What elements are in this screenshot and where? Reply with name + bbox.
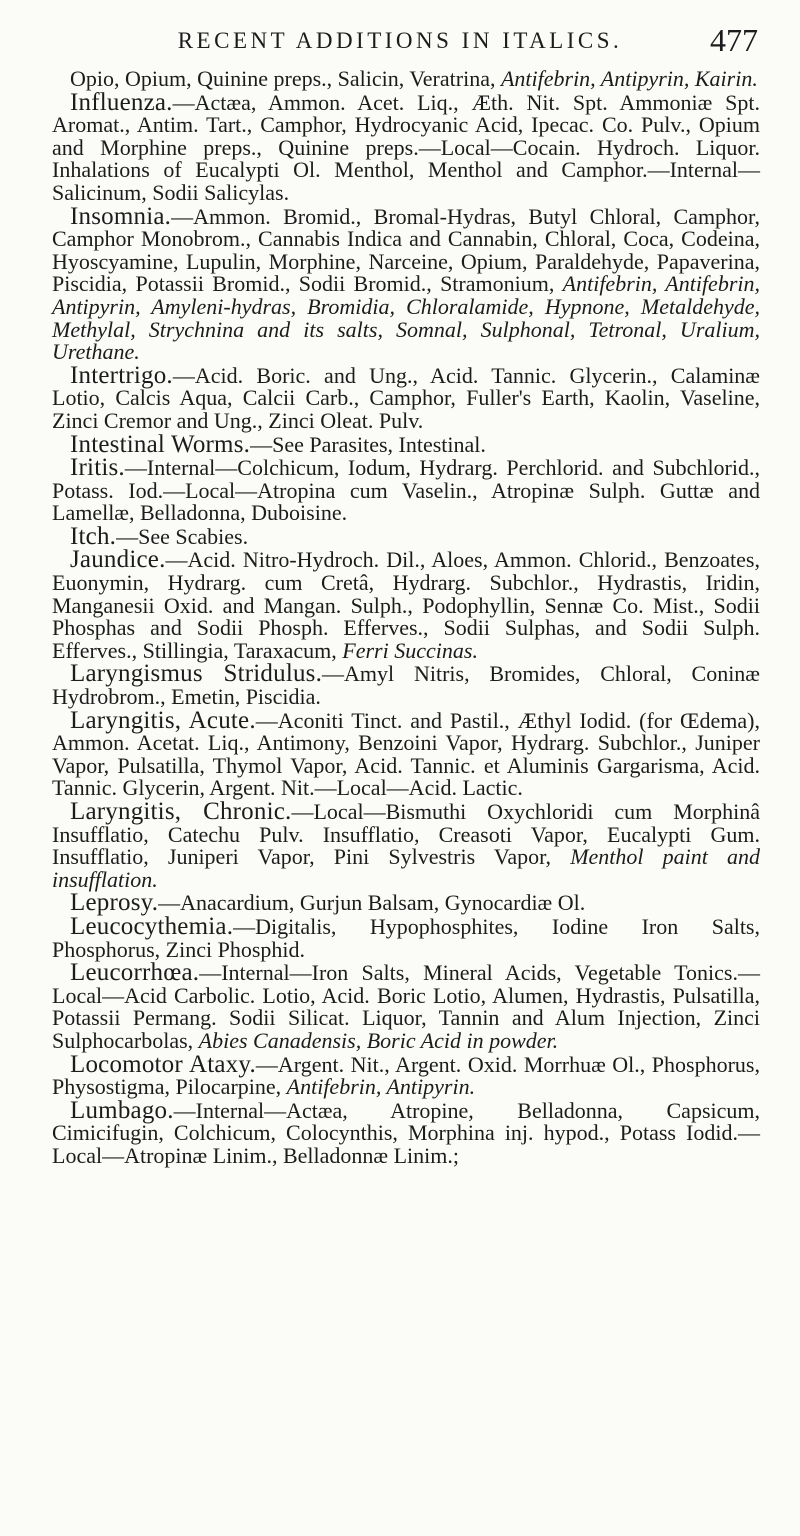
index-entry [52, 202, 760, 365]
index-entry [52, 706, 760, 801]
page-number: 477 [710, 22, 758, 58]
entry-keyword: Jaundice. [70, 546, 166, 574]
index-entry [52, 889, 760, 917]
index-entry [52, 88, 760, 205]
entry-keyword: Influenza. [70, 88, 173, 116]
entry-keyword: Laryngitis, Chronic. [70, 798, 292, 825]
running-title: RECENT ADDITIONS IN ITALICS. [177, 28, 623, 53]
entry-text: —Acid. Boric. and Ung., Acid. Tannic. Glycerin., Calaminæ Lotio, Calcis Aqua, Calcii Carb., Camphor, Fuller's Earth, Kaolin, Vaseline, Zinci Cremor and Ung., Zinci Oleat. Pulv. [52, 362, 760, 433]
entry-text: —See Parasites, Intestinal. [250, 431, 486, 457]
running-head [0, 10, 800, 58]
index-entry [52, 1050, 760, 1100]
index-entry [52, 959, 760, 1053]
entry-text: —Internal—Colchicum, Iodum, Hydrarg. Perchlorid. and Subchlorid., Potass. Iod.—Local—Atropina cum Vaselin., Atropinæ Sulph. Guttæ and Lamellæ, Belladonna, Duboisine. [52, 455, 760, 526]
entry-text: Opio, Opium, Quinine preps., Salicin, Veratrina, [70, 66, 501, 91]
entry-italic-text: Ferri Succinas. [342, 637, 478, 663]
entry-italic-text: Antifebrin, Antipyrin. [286, 1074, 476, 1100]
entry-text: —Local—Bismuthi Oxychloridi cum Morphinâ Insufflatio, Catechu Pulv. Insufflatio, Creasoti Vapor, Eucalypti Gum. Insufflatio, Juniperi Vapor, Pini Sylvestris Vapor, [52, 799, 760, 870]
index-entry [52, 454, 760, 526]
entry-text: —Acid. Nitro-Hydroch. Dil., Aloes, Ammon. Chlorid., Benzoates, Euonymin, Hydrarg. cum Cretâ, Hydrarg. Subchlor., Hydrastis, Iridin, Manganesii Oxid. and Mangan. Sulph., Podophyllin, Sennæ Co. Mist., Sodii Phosphas and Sodii Phosph. Efferves., Sodii Sulphas, and Sodii Sulph. Efferves., Stillingia, Taraxacum, [52, 547, 760, 663]
index-entry [52, 68, 760, 91]
entry-keyword: Intertrigo. [70, 361, 173, 389]
index-entry [52, 522, 760, 550]
entry-keyword: Leucorrhœa. [70, 959, 200, 987]
index-entry [52, 361, 760, 433]
index-entry [52, 798, 760, 892]
entry-keyword: Laryngismus Stridulus. [70, 660, 323, 688]
entry-italic-text: Abies Canadensis, Boric Acid in powder. [198, 1027, 559, 1053]
entry-keyword: Leprosy. [70, 889, 159, 917]
index-entry [52, 430, 760, 458]
entry-keyword: Laryngitis, Acute. [70, 706, 256, 734]
index-entry [52, 1096, 760, 1168]
entry-text: —Ammon. Bromid., Bromal-Hydras, Butyl Chloral, Camphor, Camphor Monobrom., Cannabis Indica and Cannabin, Chloral, Coca, Codeina, Hyoscyamine, Lupulin, Morphine, Narceine, Opium, Paraldehyde, Papaverina, Piscidia, Potassii Bromid., Sodii Bromid., Stramonium, [52, 203, 760, 297]
entry-keyword: Iritis. [70, 454, 125, 482]
entry-text: —Digitalis, Hypophosphites, Iodine Iron Salts, Phosphorus, Zinci Phosphid. [52, 913, 760, 962]
entry-text: —Internal—Actæa, Atropine, Belladonna, Capsicum, Cimicifugin, Colchicum, Colocynthis, Morphina inj. hypod., Potass Iodid.—Local—Atropinæ Linim., Belladonnæ Linim.; [52, 1097, 760, 1168]
entry-keyword: Itch. [70, 522, 117, 550]
entry-text: —Aconiti Tinct. and Pastil., Æthyl Iodid. (for Œdema), Ammon. Acetat. Liq., Antimony, Benzoini Vapor, Hydrarg. Subchlor., Juniper Vapor, Pulsatilla, Thymol Vapor, Acid. Tannic. et Aluminis Gargarisma, Acid. Tannic. Glycerin, Argent. Nit.—Local—Acid. Lactic. [52, 707, 760, 801]
entry-text: —Internal—Iron Salts, Mineral Acids, Vegetable Tonics.—Local—Acid Carbolic. Lotio, Acid. Boric Lotio, Alumen, Hydrastis, Pulsatilla, Potassii Permang. Sodii Silicat. Liquor, Tannin and Alum Injection, Zinci Sulphocarbolas, [52, 960, 760, 1053]
entry-text: —Amyl Nitris, Bromides, Chloral, Coninæ Hydrobrom., Emetin, Piscidia. [52, 661, 760, 710]
entry-keyword: Leucocythemia. [70, 912, 234, 940]
index-entry [52, 546, 760, 663]
entry-text: —Actæa, Ammon. Acet. Liq., Æth. Nit. Spt. Ammoniæ Spt. Aromat., Antim. Tart., Camphor, Hydrocyanic Acid, Ipecac. Co. Pulv., Opium and Morphine preps., Quinine preps.—Local—Cocain. Hydroch. Liquor. Inhalations of Eucalypti Ol. Menthol, Menthol and Camphor.—Internal—Salicinum, Sodii Salicylas. [52, 89, 760, 205]
index-entry [52, 912, 760, 962]
entry-italic-text: Antifebrin, Antifebrin, Antipyrin, Amyleni-hydras, Bromidia, Chloralamide, Hypnone, Metaldehyde, Methylal, Strychnina and its salts, Somnal, Sulphonal, Tetronal, Uralium, Urethane. [52, 271, 760, 365]
entry-text: —Anacardium, Gurjun Balsam, Gynocardiæ Ol. [158, 890, 586, 916]
entry-keyword: Intestinal Worms. [70, 430, 251, 458]
entry-keyword: Lumbago. [70, 1096, 174, 1124]
index-body [52, 68, 760, 1168]
entry-text: —See Scabies. [116, 523, 249, 549]
entry-italic-text: Antifebrin, Antipyrin, Kairin. [500, 66, 758, 91]
entry-italic-text: Menthol paint and insufflation. [52, 844, 760, 892]
entry-text: —Argent. Nit., Argent. Oxid. Morrhuæ Ol., Phosphorus, Physostigma, Pilocarpine, [52, 1051, 760, 1100]
index-entry [52, 660, 760, 710]
entry-keyword: Locomotor Ataxy. [70, 1050, 256, 1078]
entry-keyword: Insomnia. [70, 202, 172, 230]
